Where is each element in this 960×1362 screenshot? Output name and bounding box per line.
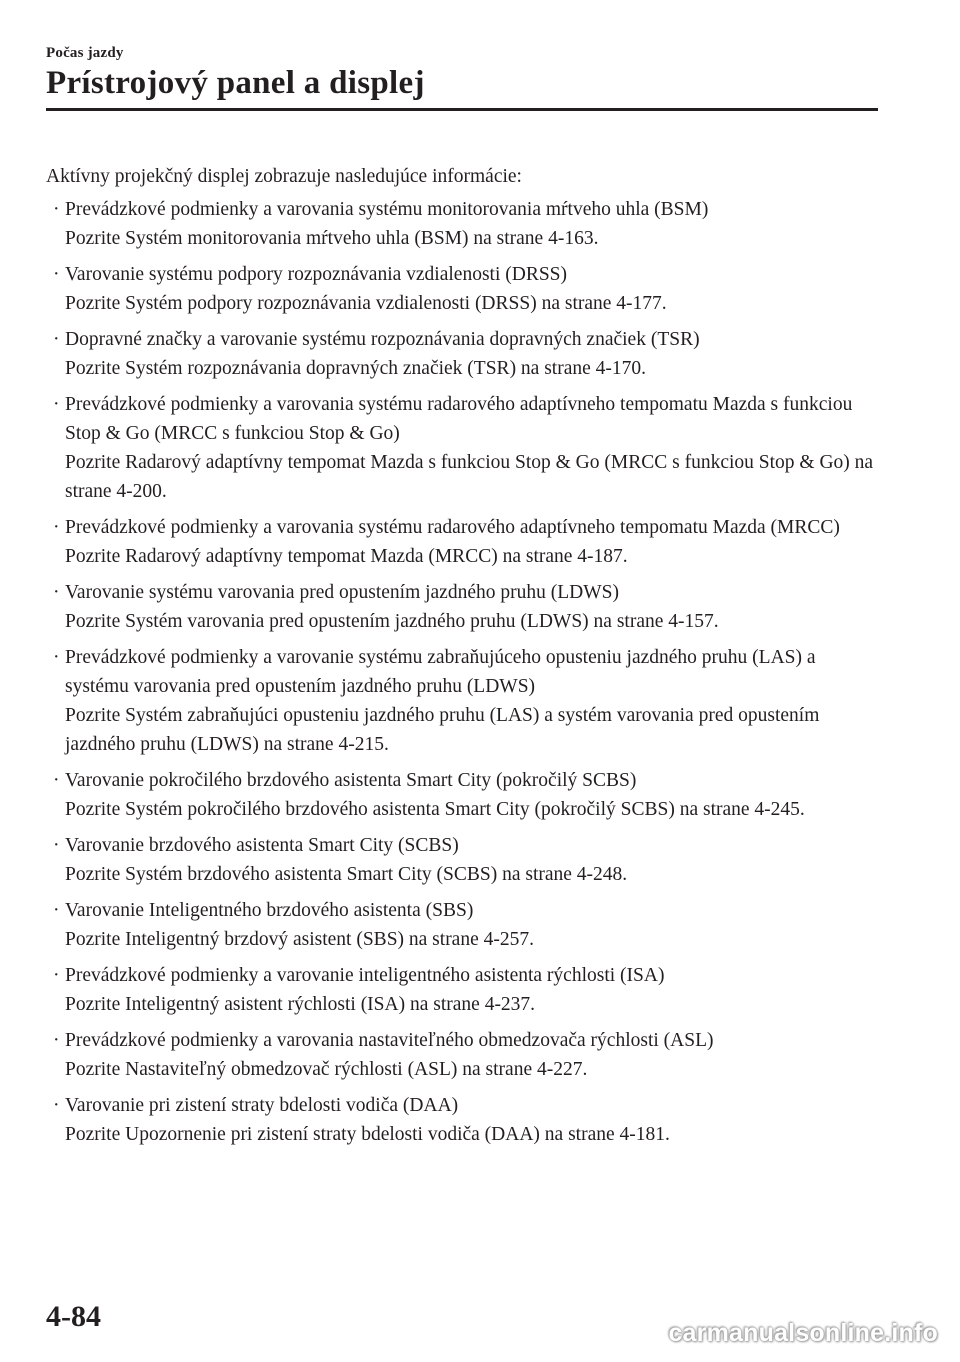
page-number: 4-84 [46, 1300, 101, 1333]
list-item-reference: Pozrite Systém brzdového asistenta Smart City (SCBS) na strane 4-248. [65, 864, 628, 885]
list-item-reference: Pozrite Systém rozpoznávania dopravných značiek (TSR) na strane 4-170. [65, 358, 647, 379]
info-list [46, 195, 876, 1149]
list-item [46, 831, 876, 889]
list-item [46, 1026, 876, 1084]
bullet-dot-icon: · [53, 900, 60, 921]
bullet-dot-icon: · [53, 1030, 60, 1051]
bullet-dot-icon: · [53, 1095, 60, 1116]
list-item-reference: Pozrite Systém varovania pred opustením jazdného pruhu (LDWS) na strane 4-157. [65, 611, 719, 632]
list-item-title: Varovanie Inteligentného brzdového asistenta (SBS) [65, 900, 474, 921]
list-item-reference: Pozrite Upozornenie pri zistení straty bdelosti vodiča (DAA) na strane 4-181. [65, 1124, 670, 1145]
list-item-title: Varovanie systému varovania pred opustením jazdného pruhu (LDWS) [65, 582, 619, 603]
header-divider [46, 108, 878, 111]
list-item-title: Varovanie pri zistení straty bdelosti vodiča (DAA) [65, 1095, 459, 1116]
bullet-dot-icon: · [53, 329, 60, 350]
list-item [46, 513, 876, 571]
list-item [46, 260, 876, 318]
list-item-title: Varovanie systému podpory rozpoznávania vzdialenosti (DRSS) [65, 264, 568, 285]
list-item [46, 325, 876, 383]
list-item [46, 961, 876, 1019]
watermark-logo: carmanualsonline.info [668, 1319, 938, 1347]
list-item-title: Prevádzkové podmienky a varovania systému monitorovania mŕtveho uhla (BSM) [65, 199, 709, 220]
list-item-title: Prevádzkové podmienky a varovanie systému zabraňujúceho opusteniu jazdného pruhu (LAS) a systému varovania pred opustením jazdného pruhu (LDWS) [65, 647, 816, 697]
list-item-title: Dopravné značky a varovanie systému rozpoznávania dopravných značiek (TSR) [65, 329, 700, 350]
bullet-dot-icon: · [53, 582, 60, 603]
list-item-title: Varovanie brzdového asistenta Smart City (SCBS) [65, 835, 459, 856]
list-item-reference: Pozrite Systém zabraňujúci opusteniu jazdného pruhu (LAS) a systém varovania pred opustením jazdného pruhu (LDWS) na strane 4-215. [65, 705, 820, 755]
list-item-reference: Pozrite Systém pokročilého brzdového asistenta Smart City (pokročilý SCBS) na strane 4-245. [65, 799, 805, 820]
page-header [46, 44, 878, 111]
list-item [46, 195, 876, 253]
list-item-title: Prevádzkové podmienky a varovania systému radarového adaptívneho tempomatu Mazda (MRCC) [65, 517, 840, 538]
bullet-dot-icon: · [53, 394, 60, 415]
bullet-dot-icon: · [53, 835, 60, 856]
list-item [46, 766, 876, 824]
list-item [46, 643, 876, 759]
list-item [46, 1091, 876, 1149]
list-item-reference: Pozrite Inteligentný brzdový asistent (SBS) na strane 4-257. [65, 929, 534, 950]
list-item [46, 390, 876, 506]
bullet-dot-icon: · [53, 965, 60, 986]
page-title: Prístrojový panel a displej [46, 65, 425, 101]
bullet-dot-icon: · [53, 517, 60, 538]
bullet-dot-icon: · [53, 647, 60, 668]
list-item-title: Prevádzkové podmienky a varovanie inteligentného asistenta rýchlosti (ISA) [65, 965, 665, 986]
bullet-dot-icon: · [53, 199, 60, 220]
intro-paragraph: Aktívny projekčný displej zobrazuje nasledujúce informácie: [46, 166, 522, 187]
list-item-reference: Pozrite Radarový adaptívny tempomat Mazda s funkciou Stop & Go (MRCC s funkciou Stop & Go) na strane 4-200. [65, 452, 874, 502]
list-item-reference: Pozrite Systém podpory rozpoznávania vzdialenosti (DRSS) na strane 4-177. [65, 293, 667, 314]
list-item [46, 578, 876, 636]
list-item-reference: Pozrite Inteligentný asistent rýchlosti (ISA) na strane 4-237. [65, 994, 536, 1015]
bullet-dot-icon: · [53, 264, 60, 285]
bullet-dot-icon: · [53, 770, 60, 791]
main-content [46, 162, 876, 1156]
list-item-reference: Pozrite Radarový adaptívny tempomat Mazda (MRCC) na strane 4-187. [65, 546, 628, 567]
list-item-title: Prevádzkové podmienky a varovania nastaviteľného obmedzovača rýchlosti (ASL) [65, 1030, 714, 1051]
list-item-reference: Pozrite Nastaviteľný obmedzovač rýchlosti (ASL) na strane 4-227. [65, 1059, 588, 1080]
list-item-reference: Pozrite Systém monitorovania mŕtveho uhla (BSM) na strane 4-163. [65, 228, 599, 249]
list-item-title: Varovanie pokročilého brzdového asistenta Smart City (pokročilý SCBS) [65, 770, 637, 791]
list-item [46, 896, 876, 954]
list-item-title: Prevádzkové podmienky a varovania systému radarového adaptívneho tempomatu Mazda s funkciou Stop & Go (MRCC s funkciou Stop & Go) [65, 394, 853, 444]
section-label: Počas jazdy [46, 45, 124, 61]
